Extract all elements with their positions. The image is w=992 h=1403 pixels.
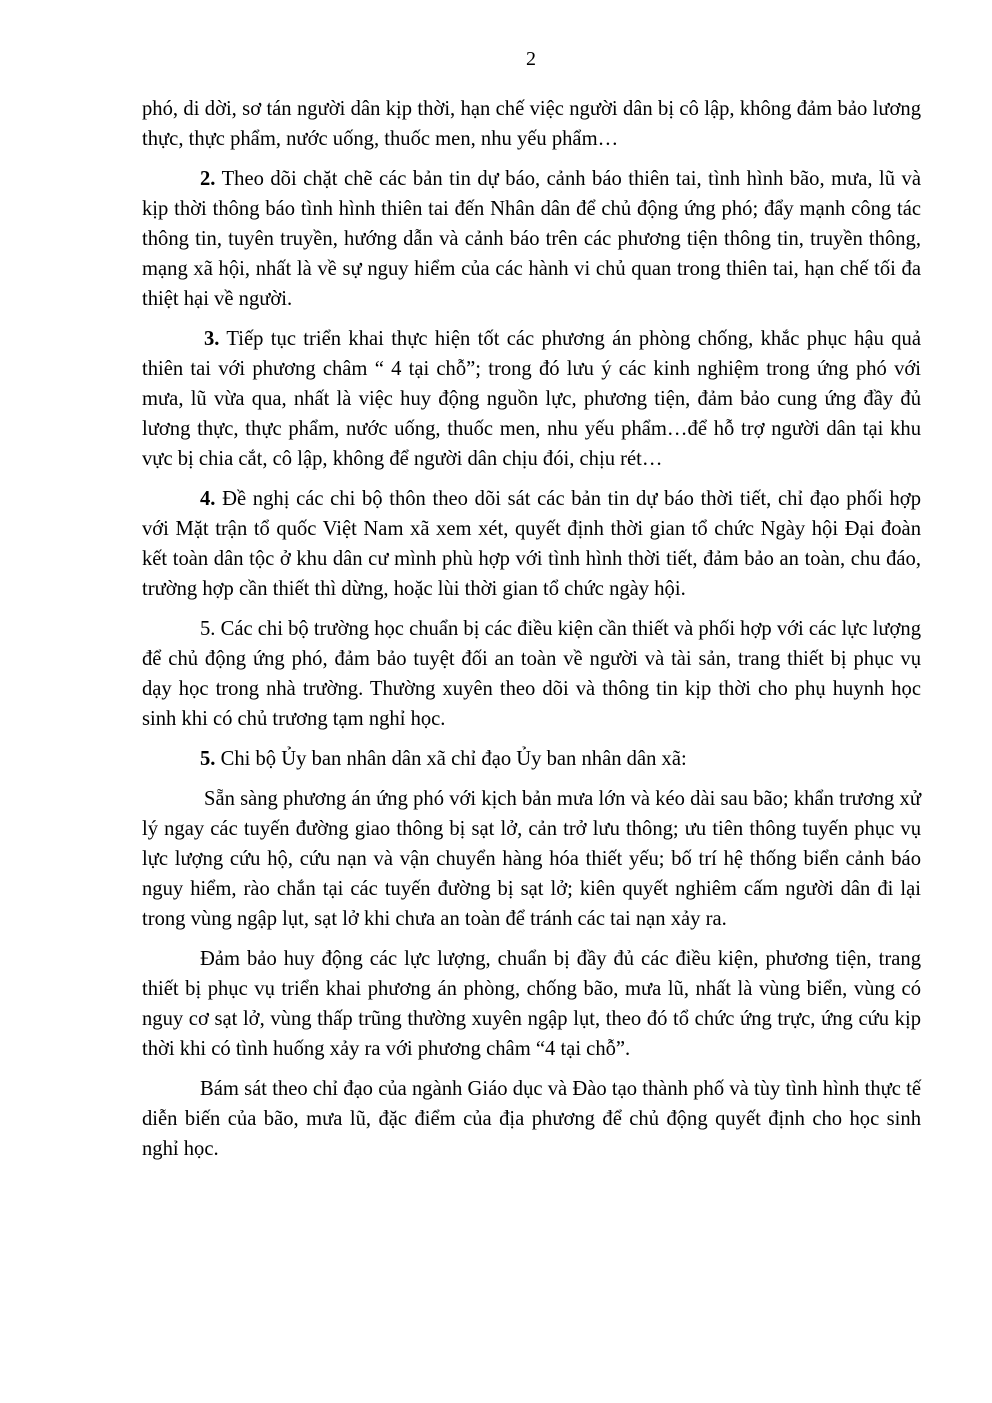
paragraph-text: Các chi bộ trường học chuẩn bị các điều kiện cần thiết và phối hợp với các lực lượng để chủ động ứng phó, đảm bảo tuyệt đối an toàn về người và tài sản, trang thiết bị phục vụ dạy học trong nhà trường. Thường xuyên theo dõi và thông tin kịp thời cho phụ huynh học sinh khi có chủ trương tạm nghỉ học.	[142, 618, 921, 730]
item-number: 2.	[200, 168, 216, 190]
paragraph-mobilization	[142, 944, 921, 1064]
item-number: 3.	[204, 328, 220, 350]
paragraph-item-3	[142, 324, 921, 474]
document-body	[142, 94, 921, 1174]
paragraph-continuation	[142, 94, 921, 154]
item-number: 5.	[200, 748, 216, 770]
paragraph-item-2	[142, 164, 921, 314]
paragraph-text: Đề nghị các chi bộ thôn theo dõi sát các bản tin dự báo thời tiết, chỉ đạo phối hợp với Mặt trận tổ quốc Việt Nam xã xem xét, quyết định thời gian tổ chức Ngày hội Đại đoàn kết toàn dân tộc ở khu dân cư mình phù hợp với tình hình thời tiết, đảm bảo an toàn, chu đáo, trường hợp cần thiết thì dừng, hoặc lùi thời gian tổ chức ngày hội.	[142, 488, 921, 600]
paragraph-readiness	[142, 784, 921, 934]
item-number: 5.	[200, 618, 216, 640]
paragraph-text: Sẵn sàng phương án ứng phó với kịch bản mưa lớn và kéo dài sau bão; khẩn trương xử lý ngay các tuyến đường giao thông bị sạt lở, cản trở lưu thông; ưu tiên thông tuyến phục vụ lực lượng cứu hộ, cứu nạn và vận chuyển hàng hóa thiết yếu; bố trí hệ thống biển cảnh báo nguy hiểm, rào chắn tại các tuyến đường bị sạt lở; kiên quyết nghiêm cấm người dân đi lại trong vùng ngập lụt, sạt lở khi chưa an toàn để tránh các tai nạn xảy ra.	[142, 788, 921, 930]
paragraph-education	[142, 1074, 921, 1164]
paragraph-text: Đảm bảo huy động các lực lượng, chuẩn bị đầy đủ các điều kiện, phương tiện, trang thiết bị phục vụ triển khai phương án phòng, chống bão, mưa lũ, nhất là vùng biển, vùng có nguy cơ sạt lở, vùng thấp trũng thường xuyên ngập lụt, theo đó tổ chức ứng trực, ứng cứu kịp thời khi có tình huống xảy ra với phương châm “4 tại chỗ”.	[142, 948, 921, 1060]
paragraph-text: Theo dõi chặt chẽ các bản tin dự báo, cảnh báo thiên tai, tình hình bão, mưa, lũ và kịp thời thông báo tình hình thiên tai đến Nhân dân để chủ động ứng phó; đẩy mạnh công tác thông tin, tuyên truyền, hướng dẫn và cảnh báo trên các phương tiện thông tin, truyền thông, mạng xã hội, nhất là về sự nguy hiểm của các hành vi chủ quan trong thiên tai, hạn chế tối đa thiệt hại về người.	[142, 168, 921, 310]
paragraph-item-4	[142, 484, 921, 604]
paragraph-text: phó, di dời, sơ tán người dân kịp thời, hạn chế việc người dân bị cô lập, không đảm bảo lương thực, thực phẩm, nước uống, thuốc men, nhu yếu phẩm…	[142, 98, 921, 150]
paragraph-item-5-committee	[142, 744, 921, 774]
page-number: 2	[526, 48, 536, 70]
paragraph-item-5-schools	[142, 614, 921, 734]
paragraph-text: Bám sát theo chỉ đạo của ngành Giáo dục và Đào tạo thành phố và tùy tình hình thực tế diễn biến của bão, mưa lũ, đặc điểm của địa phương để chủ động quyết định cho học sinh nghỉ học.	[142, 1078, 921, 1160]
paragraph-text: Chi bộ Ủy ban nhân dân xã chỉ đạo Ủy ban nhân dân xã:	[215, 748, 687, 770]
paragraph-text: Tiếp tục triển khai thực hiện tốt các phương án phòng chống, khắc phục hậu quả thiên tai với phương châm “ 4 tại chỗ”; trong đó lưu ý các kinh nghiệm trong ứng phó với mưa, lũ vừa qua, nhất là việc huy động nguồn lực, phương tiện, đảm bảo cung ứng đầy đủ lương thực, thực phẩm, nước uống, thuốc men, nhu yếu phẩm…để hỗ trợ người dân tại khu vực bị chia cắt, cô lập, không để người dân chịu đói, chịu rét…	[142, 328, 921, 470]
item-number: 4.	[200, 488, 216, 510]
